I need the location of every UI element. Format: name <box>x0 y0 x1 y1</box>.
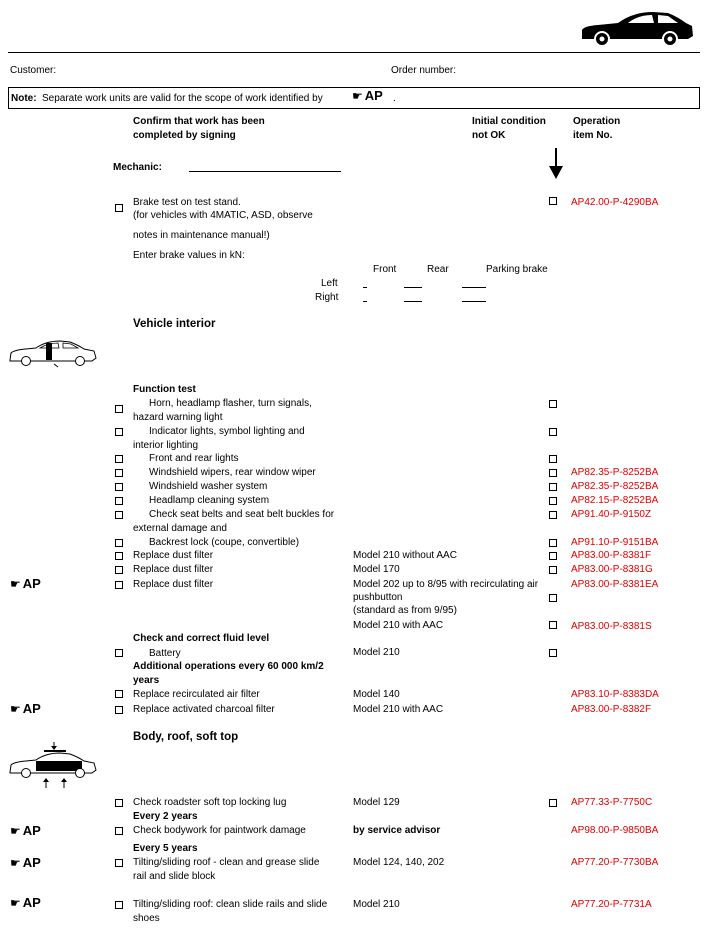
seat-belts-checkbox[interactable] <box>115 511 123 519</box>
confirm-heading-1: Confirm that work has been <box>133 116 265 127</box>
charcoal-filter-text: Replace activated charcoal filter <box>133 704 275 715</box>
indicator-lights-text2: interior lighting <box>133 440 199 451</box>
tilt-roof-1-checkbox[interactable] <box>115 859 123 867</box>
seat-belts-text: Check seat belts and seat belt buckles for <box>149 509 335 520</box>
confirm-heading-2: completed by signing <box>133 130 236 141</box>
additional-operations-heading-2: years <box>133 675 160 686</box>
order-number-label: Order number: <box>391 65 457 76</box>
dust-filter-3-model: Model 202 up to 8/95 with recirculating air <box>353 579 539 590</box>
tilt-roof-2-text: Tilting/sliding roof: clean slide rails and slide <box>133 899 328 910</box>
roadster-lug-code: AP77.33-P-7750C <box>571 797 653 808</box>
ap-mark-tilt1: ☛ AP <box>10 855 41 870</box>
car-roof-icon <box>8 742 100 790</box>
dust-filter-1-code: AP83.00-P-8381F <box>571 550 652 561</box>
pointing-hand-icon: ☛ <box>10 702 21 716</box>
dust-filter-3-model2: pushbutton <box>353 592 403 603</box>
tilt-roof-1-text2: rail and slide block <box>133 871 216 882</box>
brake-left-rear-field[interactable] <box>404 287 422 288</box>
pointing-hand-icon: ☛ <box>10 577 21 591</box>
dust-filter-2-text: Replace dust filter <box>133 564 214 575</box>
dust-filter-1-condition-checkbox[interactable] <box>549 552 557 560</box>
brake-parking-label: Parking brake <box>486 264 548 275</box>
indicator-lights-text: Indicator lights, symbol lighting and <box>149 426 305 437</box>
horn-text2: hazard warning light <box>133 412 223 423</box>
backrest-lock-checkbox[interactable] <box>115 539 123 547</box>
tilt-roof-2-text2: shoes <box>133 913 160 924</box>
wipers-condition-checkbox[interactable] <box>549 469 557 477</box>
charcoal-filter-checkbox[interactable] <box>115 706 123 714</box>
roadster-lug-checkbox[interactable] <box>115 799 123 807</box>
dust-filter-3-text: Replace dust filter <box>133 579 214 590</box>
washer-text: Windshield washer system <box>149 481 268 492</box>
brake-left-front-field[interactable] <box>363 287 367 288</box>
every-5-years-heading: Every 5 years <box>133 843 198 854</box>
dust-filter-1-checkbox[interactable] <box>115 552 123 560</box>
tilt-roof-1-code: AP77.20-P-7730BA <box>571 857 659 868</box>
recirc-filter-text: Replace recirculated air filter <box>133 689 260 700</box>
dust-filter-3-condition-checkbox[interactable] <box>549 594 557 602</box>
indicator-lights-condition-checkbox[interactable] <box>549 428 557 436</box>
brake-test-line2: (for vehicles with 4MATIC, ASD, observe <box>133 210 313 221</box>
dust-filter-3-code: AP83.00-P-8381EA <box>571 579 659 590</box>
dust-filter-3-model3: (standard as from 9/95) <box>353 605 457 616</box>
vehicle-interior-title: Vehicle interior <box>133 318 216 330</box>
front-rear-lights-condition-checkbox[interactable] <box>549 455 557 463</box>
headlamp-cleaning-condition-checkbox[interactable] <box>549 497 557 505</box>
dust-filter-1-text: Replace dust filter <box>133 550 214 561</box>
brake-left-label: Left <box>321 278 338 289</box>
roadster-lug-condition-checkbox[interactable] <box>549 799 557 807</box>
recirc-filter-checkbox[interactable] <box>115 690 123 698</box>
paintwork-model: by service advisor <box>353 825 441 836</box>
note-end: . <box>393 93 396 104</box>
dust-filter-1-model: Model 210 without AAC <box>353 550 457 561</box>
charcoal-filter-code: AP83.00-P-8382F <box>571 704 652 715</box>
brake-test-line3: notes in maintenance manual!) <box>133 230 270 241</box>
mechanic-label: Mechanic: <box>113 162 162 173</box>
horn-text: Horn, headlamp flasher, turn signals, <box>149 398 312 409</box>
seat-belts-text2: external damage and <box>133 523 227 534</box>
tilt-roof-2-model: Model 210 <box>353 899 400 910</box>
horn-condition-checkbox[interactable] <box>549 400 557 408</box>
car-interior-icon <box>8 338 100 368</box>
backrest-lock-code: AP91.10-P-9151BA <box>571 537 659 548</box>
headlamp-cleaning-code: AP82.15-P-8252BA <box>571 495 659 506</box>
charcoal-filter-model: Model 210 with AAC <box>353 704 444 715</box>
washer-condition-checkbox[interactable] <box>549 483 557 491</box>
seat-belts-condition-checkbox[interactable] <box>549 511 557 519</box>
wipers-text: Windshield wipers, rear window wiper <box>149 467 316 478</box>
ap-mark-dust: ☛ AP <box>10 576 41 591</box>
body-roof-title: Body, roof, soft top <box>133 731 239 743</box>
note-ap-mark: ☛ AP <box>352 88 383 103</box>
header-rule <box>8 52 700 53</box>
wipers-checkbox[interactable] <box>115 469 123 477</box>
roadster-lug-model: Model 129 <box>353 797 400 808</box>
pointing-hand-icon: ☛ <box>10 824 21 838</box>
front-rear-lights-checkbox[interactable] <box>115 455 123 463</box>
brake-test-condition-checkbox[interactable] <box>549 197 557 205</box>
note-text: Separate work units are valid for the scope of work identified by <box>42 93 323 104</box>
tilt-roof-1-model: Model 124, 140, 202 <box>353 857 445 868</box>
dust-filter-2-checkbox[interactable] <box>115 566 123 574</box>
washer-code: AP82.35-P-8252BA <box>571 481 659 492</box>
brake-right-parking-field[interactable] <box>462 301 486 302</box>
paintwork-text: Check bodywork for paintwork damage <box>133 825 306 836</box>
headlamp-cleaning-checkbox[interactable] <box>115 497 123 505</box>
horn-checkbox[interactable] <box>115 405 123 413</box>
tilt-roof-2-code: AP77.20-P-7731A <box>571 899 652 910</box>
dust-filter-3-checkbox[interactable] <box>115 581 123 589</box>
recirc-filter-code: AP83.10-P-8383DA <box>571 689 659 700</box>
backrest-lock-condition-checkbox[interactable] <box>549 539 557 547</box>
tilt-roof-2-checkbox[interactable] <box>115 901 123 909</box>
dust-filter-4-model: Model 210 with AAC <box>353 620 444 631</box>
battery-condition-checkbox[interactable] <box>549 649 557 657</box>
dust-filter-4-condition-checkbox[interactable] <box>549 621 557 629</box>
note-box <box>8 87 700 109</box>
mechanic-signature-line[interactable] <box>189 171 341 172</box>
pointing-hand-icon: ☛ <box>10 856 21 870</box>
brake-values-label: Enter brake values in kN: <box>133 250 245 261</box>
indicator-lights-checkbox[interactable] <box>115 428 123 436</box>
headlamp-cleaning-text: Headlamp cleaning system <box>149 495 270 506</box>
car-side-icon <box>578 8 696 48</box>
arrow-down-icon <box>548 148 564 180</box>
backrest-lock-text: Backrest lock (coupe, convertible) <box>149 537 300 548</box>
ap-mark-charcoal: ☛ AP <box>10 701 41 716</box>
pointing-hand-icon: ☛ <box>10 896 21 910</box>
dust-filter-2-condition-checkbox[interactable] <box>549 566 557 574</box>
tilt-roof-1-text: Tilting/sliding roof - clean and grease slide <box>133 857 320 868</box>
ap-mark-tilt2: ☛ AP <box>10 895 41 910</box>
roadster-lug-text: Check roadster soft top locking lug <box>133 797 287 808</box>
brake-test-line1: Brake test on test stand. <box>133 197 241 208</box>
dust-filter-4-code: AP83.00-P-8381S <box>571 621 652 632</box>
front-rear-lights-text: Front and rear lights <box>149 453 239 464</box>
customer-label: Customer: <box>10 65 57 76</box>
battery-model: Model 210 <box>353 647 400 658</box>
brake-right-label: Right <box>315 292 339 303</box>
function-test-heading: Function test <box>133 384 196 395</box>
note-bold: Note: <box>11 93 37 104</box>
washer-checkbox[interactable] <box>115 483 123 491</box>
battery-text: Battery <box>149 648 181 659</box>
dust-filter-2-model: Model 170 <box>353 564 400 575</box>
paintwork-checkbox[interactable] <box>115 827 123 835</box>
dust-filter-2-code: AP83.00-P-8381G <box>571 564 653 575</box>
fluid-level-heading: Check and correct fluid level <box>133 633 270 644</box>
ap-mark-paint: ☛ AP <box>10 823 41 838</box>
every-2-years-heading: Every 2 years <box>133 811 198 822</box>
brake-rear-label: Rear <box>427 264 449 275</box>
seat-belts-code: AP91.40-P-9150Z <box>571 509 652 520</box>
initial-condition-heading-2: not OK <box>472 130 506 141</box>
brake-right-rear-field[interactable] <box>404 301 422 302</box>
initial-condition-heading-1: Initial condition <box>472 116 546 127</box>
brake-front-label: Front <box>373 264 397 275</box>
brake-right-front-field[interactable] <box>363 301 367 302</box>
wipers-code: AP82.35-P-8252BA <box>571 467 659 478</box>
paintwork-code: AP98.00-P-9850BA <box>571 825 659 836</box>
battery-checkbox[interactable] <box>115 649 123 657</box>
brake-left-parking-field[interactable] <box>462 287 486 288</box>
operation-heading-1: Operation <box>573 116 621 127</box>
additional-operations-heading-1: Additional operations every 60 000 km/2 <box>133 661 324 672</box>
operation-heading-2: item No. <box>573 130 613 141</box>
pointing-hand-icon: ☛ <box>352 89 363 103</box>
brake-test-checkbox[interactable] <box>115 204 123 212</box>
brake-test-code: AP42.00-P-4290BA <box>571 197 659 208</box>
recirc-filter-model: Model 140 <box>353 689 400 700</box>
